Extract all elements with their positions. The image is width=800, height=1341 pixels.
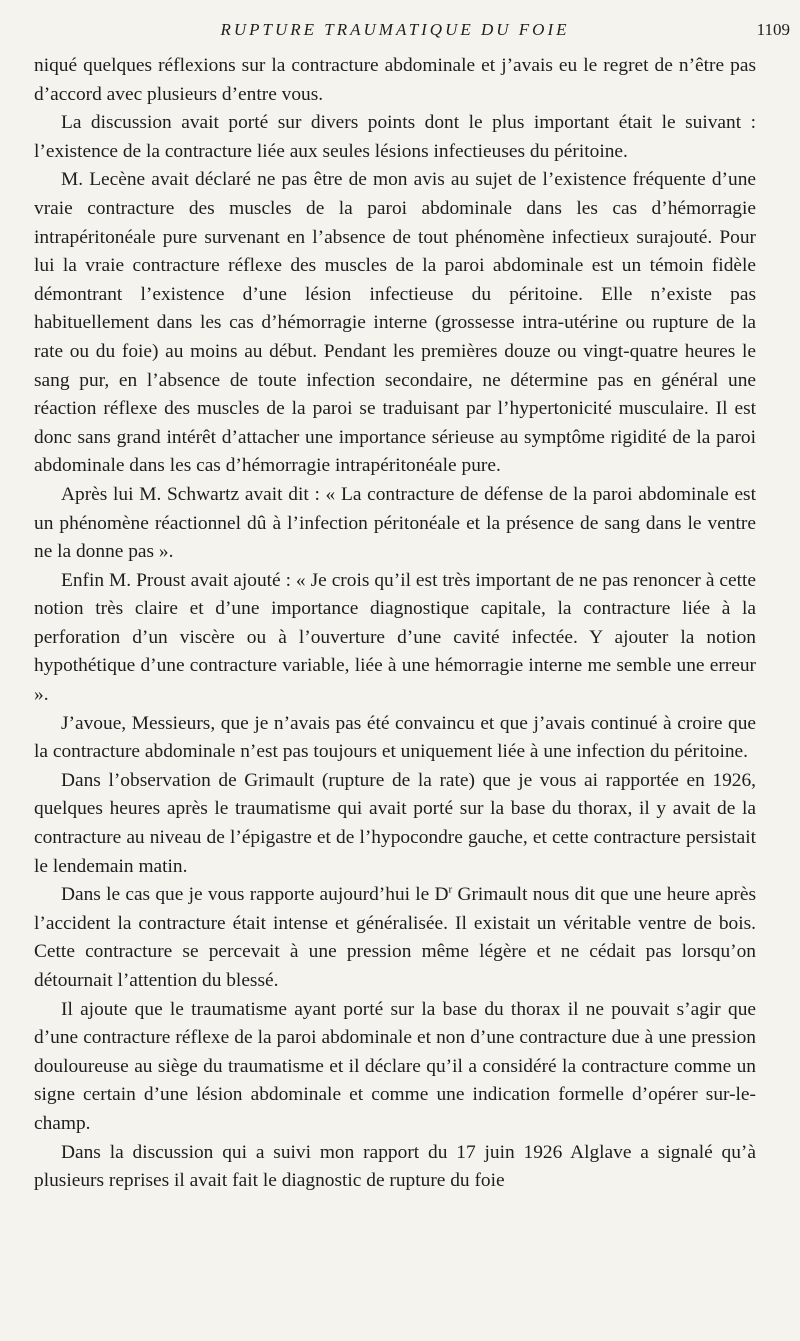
- paragraph-start: Dans le cas que je vous rapporte aujourd’hui le D: [61, 884, 449, 906]
- paragraph: M. Lecène avait déclaré ne pas être de mon avis au sujet de l’existence fréquente d’une vraie contracture des muscles de la paroi abdominale dans les cas d’hémorragie intrapéritonéale pure survenant en l’absence de tout phénomène infectieux surajouté. Pour lui la vraie contracture réflexe des muscles de la paroi abdominale est un témoin fidèle démontrant l’existence d’une lésion infectieuse du péritoine. Elle n’existe pas habituellement dans les cas d’hémorragie interne (grossesse intra-utérine ou rupture de la rate ou du foie) au moins au début. Pendant les premières douze ou vingt-quatre heures le sang pur, en l’absence de toute infection secondaire, ne détermine pas en général une réaction réflexe des muscles de la paroi se traduisant par l’hypertonicité musculaire. Il est donc sans grand intérêt d’attacher une importance sérieuse au symptôme rigidité de la paroi abdominale dans les cas d’hémorragie intrapéritonéale pure.: [34, 169, 756, 477]
- paragraph: Après lui M. Schwartz avait dit : « La contracture de défense de la paroi abdominale est un phénomène réactionnel dû à l’infection péritonéale et la présence de sang dans le ventre ne la donne pas ».: [34, 483, 756, 563]
- paragraph: [34, 881, 756, 995]
- paragraph: niqué quelques réflexions sur la contracture abdominale et j’avais eu le regret de n’être pas d’accord avec plusieurs d’entre vous.: [34, 55, 756, 105]
- running-title: RUPTURE TRAUMATIQUE DU FOIE: [220, 20, 570, 39]
- body-text: [34, 52, 756, 1196]
- paragraph: Dans l’observation de Grimault (rupture de la rate) que je vous ai rapportée en 1926, quelques heures après le traumatisme qui avait porté sur la base du thorax, il y avait de la contracture au niveau de l’épigastre et de l’hypocondre gauche, et cette contracture persistait le lendemain matin.: [34, 769, 756, 877]
- paragraph: Dans la discussion qui a suivi mon rapport du 17 juin 1926 Alglave a signalé qu’à plusieurs reprises il avait fait le diagnostic de rupture du foie: [34, 1141, 756, 1192]
- running-header: [34, 18, 790, 52]
- paragraph: Il ajoute que le traumatisme ayant porté sur la base du thorax il ne pouvait s’agir que d’une contracture réflexe de la paroi abdominale et non d’une contracture due à une pression douloureuse au siège du traumatisme et il déclare qu’il a considéré la contracture comme un signe certain d’une lésion abdominale et comme une indication formelle d’opérer sur-le-champ.: [34, 998, 756, 1134]
- paragraph: Enfin M. Proust avait ajouté : « Je crois qu’il est très important de ne pas renoncer à cette notion très claire et d’une importance diagnostique capitale, la contracture liée à la perforation d’un viscère ou à l’ouverture d’une cavité infectée. Y ajouter la notion hypothétique d’une contracture variable, liée à une hémorragie interne me semble une erreur ».: [34, 569, 756, 706]
- paragraph-rest: Grimault nous dit que une heure après l’accident la contracture était intense et généralisée. Il existait un véritable ventre de bois. Cette contracture se percevait à une pression même légère et ne cédait pas lorsqu’on détournait l’attention du blessé.: [34, 884, 757, 991]
- page-number: 1109: [756, 20, 790, 39]
- paragraph: J’avoue, Messieurs, que je n’avais pas été convaincu et que j’avais continué à croire que la contracture abdominale n’est pas toujours et uniquement liée à une infection du péritoine.: [34, 712, 756, 763]
- paragraph: La discussion avait porté sur divers points dont le plus important était le suivant : l’existence de la contracture liée aux seules lésions infectieuses du péritoine.: [34, 112, 756, 162]
- superscript: r: [448, 883, 453, 896]
